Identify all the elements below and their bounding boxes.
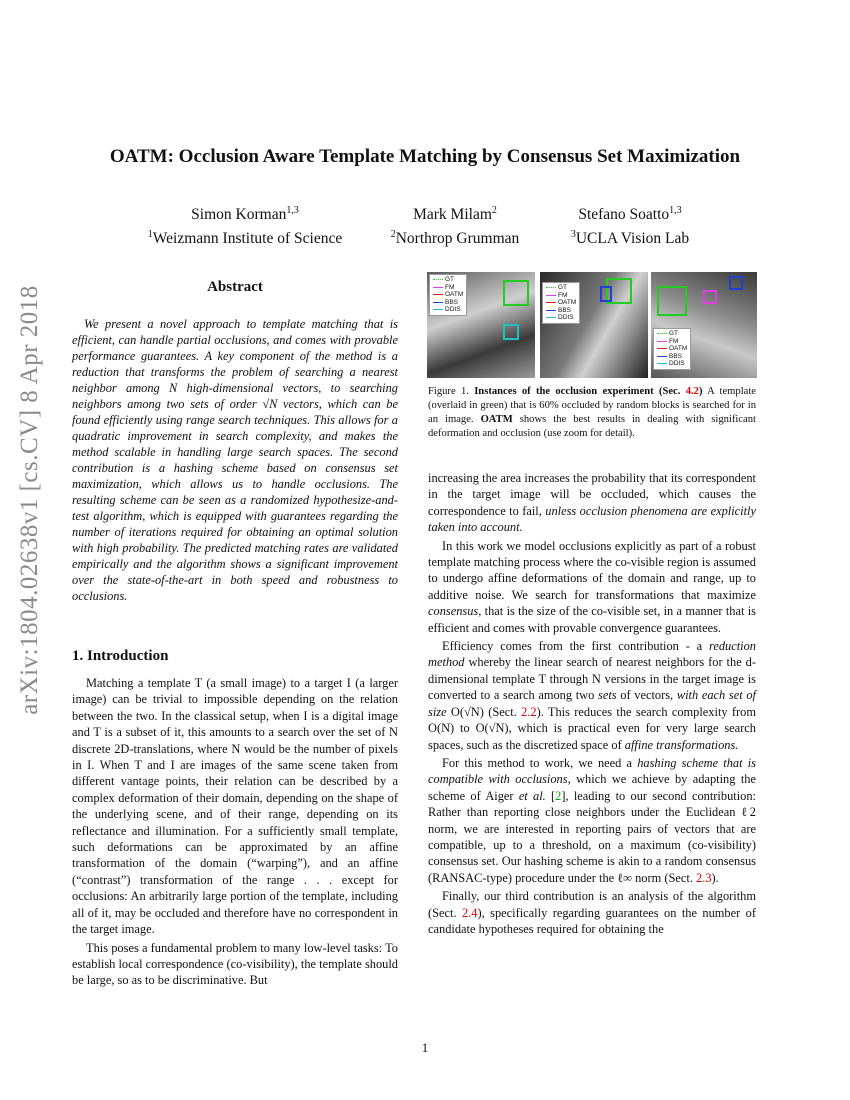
bbs-box <box>600 286 612 302</box>
legend-swatch <box>433 287 443 288</box>
legend <box>429 274 467 316</box>
author-name: Simon Korman <box>191 206 287 224</box>
legend: GT FM OATM BBS DDIS <box>542 282 580 324</box>
author-1 <box>120 201 370 249</box>
legend-oatm: OATM <box>433 291 463 299</box>
aff-sup: 3 <box>570 229 576 241</box>
legend-bbs: BBS <box>433 299 463 307</box>
affiliation: UCLA Vision Lab <box>575 230 690 248</box>
left-column-body <box>72 675 398 991</box>
legend-fm: FM <box>433 284 463 292</box>
section-link[interactable]: 4.2 <box>685 386 699 397</box>
figure-panel-fox <box>540 272 648 378</box>
gt-box <box>503 280 529 306</box>
gt-box <box>657 286 687 316</box>
legend-ddis: DDIS <box>433 306 463 314</box>
legend-swatch <box>433 294 443 295</box>
legend-swatch <box>433 279 443 280</box>
aff-sup: 2 <box>390 229 396 241</box>
abstract-text: We present a novel approach to template matching that is efficient, can handle partial occlusions, and comes with provable performance guarantees. A key component of the method is a reduction that transforms the problem of searching a nearest neighbor among N high-dimensional vectors, to searching neighbors among two sets of order √N vectors, which can be found efficiently using range search techniques. This allows for a quadratic improvement in search complexity, and makes the method scalable in handling large search spaces. The second contribution is a hashing scheme based on consensus set maximization, which allows us to handle occlusions. The resulting scheme can be seen as a randomized hypothesize-and-test algorithm, which is equipped with guarantees regarding the number of iterations required for obtaining an optimal solution with high probability. The predicted matching rates are validated empirically and the algorithm shows a significant improvement over the state-of-the-art in both speed and robustness to occlusions. <box>72 317 398 603</box>
section-link[interactable]: 2.4 <box>462 905 478 920</box>
ddis-box <box>503 324 519 340</box>
author-3 <box>545 201 715 249</box>
author-name: Mark Milam <box>413 206 492 224</box>
citation-link[interactable]: 2 <box>555 788 562 803</box>
figure-panel-monkey <box>651 272 757 378</box>
paragraph: This poses a fundamental problem to many low-level tasks: To establish local correspondence (co-visibility), the template should be large, so as to be discriminative. But <box>72 940 398 988</box>
paragraph: increasing the area increases the probability that its correspondent in the target image will be occluded, which causes the correspondence to fail, unless occlusion phenomena are explicitly taken into account. <box>428 471 756 535</box>
figure-caption: Figure 1. Instances of the occlusion experiment (Sec. 4.2) A template (overlaid in green) that is 60% occluded by random blocks is searched for in an image. OATM shows the best results in dealing with significant deformation and occlusion (use zoom for detail). <box>428 386 756 439</box>
section-link[interactable]: 2.2 <box>521 704 537 719</box>
legend-gt: GT <box>433 276 463 284</box>
paragraph: Efficiency comes from the first contribution - a reduction method whereby the linear search of nearest neighbors for the d-dimensional template T through N versions in the target image is converted to a search among two sets of vectors, with each set of size O(√N) (Sect. 2.2). This reduces the search complexity from O(N) to O(√N), which is practical even for very large search spaces, such as the discretized space of affine transformations. <box>428 639 756 752</box>
author-sup: 1,3 <box>286 205 299 216</box>
author-sup: 1,3 <box>669 205 682 216</box>
bbs-box <box>729 276 743 290</box>
abstract-heading: Abstract <box>207 279 263 295</box>
author-name: Stefano Soatto <box>578 206 670 224</box>
author-2 <box>370 201 540 249</box>
legend-swatch <box>433 302 443 303</box>
legend: GT FM OATM BBS DDIS <box>653 328 691 370</box>
affiliation: Northrop Grumman <box>395 230 520 248</box>
fm-box <box>703 290 717 304</box>
author-sup: 2 <box>491 205 497 216</box>
paper-title: OATM: Occlusion Aware Template Matching by Consensus Set Maximization <box>109 146 741 167</box>
right-column-body <box>428 470 756 939</box>
paragraph: Finally, our third contribution is an analysis of the algorithm (Sect. 2.4), specifically regarding guarantees on the number of candidate hypotheses required for obtaining the <box>428 889 757 936</box>
page-number: 1 <box>421 1040 429 1055</box>
legend-swatch <box>433 309 443 310</box>
figure-panel-city <box>427 272 535 378</box>
paragraph: Matching a template T (a small image) to a target I (a larger image) can be trivial to impossible depending on the relation between the two. In the classical setup, when I is a digital image and T is a subset of it, this amounts to a search over the set of N discrete 2D-translations, where N would be the number of pixels in I. When T and I are images of the same scene taken from different vantage points, their relation can be described by a complex deformation of their domain, depending on the shape of the underlying scene, and of their range, depending on its reflectance and illumination. For a sufficiently small template, such deformations can be approximated by an affine transformation of the domain (“warping”), and an affine (“contrast”) transformation of the range . . . except for occlusions: An arbitrarily large portion of the template, including all of it, may be occluded and therefore have no correspondent in the target image. <box>72 676 398 937</box>
paragraph: In this work we model occlusions explicitly as part of a robust template matching process where the co-visible region is assumed to undergo affine deformations of the domain and range, up to additive noise. We search for transformations that maximize consensus, that is the size of the co-visible set, in a manner that is efficient and comes with provable convergence guarantees. <box>428 538 756 635</box>
arxiv-sidebar: arXiv:1804.02638v1 [cs.CV] 8 Apr 2018 <box>16 285 43 715</box>
affiliation: Weizmann Institute of Science <box>152 230 343 248</box>
aff-sup: 1 <box>147 229 153 241</box>
section-heading-introduction: 1. Introduction <box>72 648 169 664</box>
paragraph: For this method to work, we need a hashing scheme that is compatible with occlusions, which we achieve by adapting the scheme of Aiger et al. [2], leading to our second contribution: Rather than reporting close neighbors under the Euclidean ℓ2 norm, we are interested in reporting pairs of vectors that are compatible, up to a threshold, on a maximum (co-visibility) consensus set. Our hashing scheme is akin to a random consensus (RANSAC-type) procedure under the ℓ∞ norm (Sect. 2.3). <box>428 755 757 885</box>
section-link[interactable]: 2.3 <box>696 870 712 885</box>
